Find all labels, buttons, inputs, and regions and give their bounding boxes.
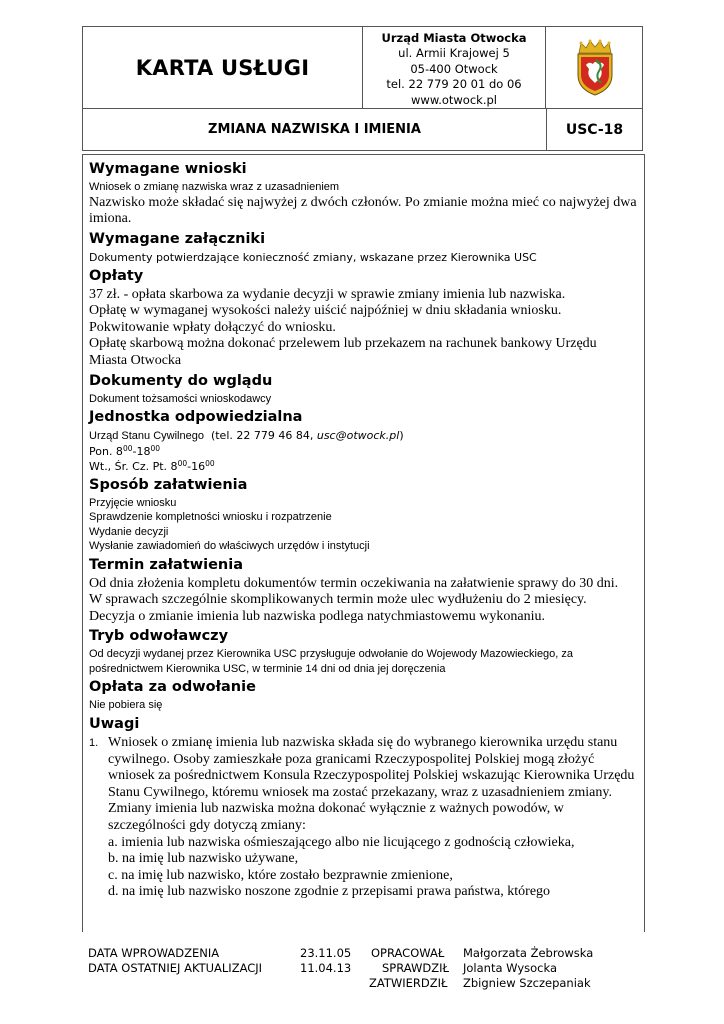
oplata-odwolanie-text: Nie pobiera się [89, 699, 163, 712]
dokumenty-text: Dokument tożsamości wnioskodawcy [89, 392, 272, 405]
hours-rest-mid: -16 [187, 459, 206, 473]
update-date: 11.04.13 [300, 961, 352, 975]
header-table [82, 26, 643, 151]
section-heading-zalaczniki: Wymagane załączniki [89, 230, 266, 247]
prepared-label: OPRACOWAŁ [371, 946, 445, 960]
address-street: ul. Armii Krajowej 5 [398, 46, 510, 61]
hours-rest-day: Wt., Śr. Cz. Pt. 8 [89, 459, 178, 473]
footer [88, 946, 608, 991]
section-heading-uwagi: Uwagi [89, 715, 140, 732]
footer-row-1 [88, 946, 608, 961]
termin-line1: Od dnia złożenia kompletu dokumentów termin oczekiwania na załatwienie sprawy do 30 dni. [89, 575, 619, 591]
jednostka-email[interactable]: usc@otwock.pl [316, 429, 400, 443]
crest-cell [547, 27, 642, 108]
section-heading-jednostka: Jednostka odpowiedzialna [89, 409, 303, 426]
content-box [82, 154, 645, 932]
termin-line2: W sprawach szczególnie skomplikowanych termin może ulec wydłużeniu do 2 miesięcy. [89, 592, 587, 608]
checked-label: SPRAWDZIŁ [382, 961, 449, 975]
uwagi-number: 1. [89, 736, 99, 749]
intro-date-label: DATA WPROWADZENIA [88, 946, 220, 960]
sposob-step: Wysłanie zawiadomień do właściwych urzędów i instytucji [89, 540, 370, 553]
wnioski-text: Wniosek o zmianę nazwiska wraz z uzasadnieniem [89, 181, 340, 193]
title-cell [83, 27, 363, 108]
hours-mon-sup1: 00 [122, 443, 133, 453]
sposob-step: Wydanie decyzji [89, 525, 169, 538]
uwagi-point-c: c. na imię lub nazwisko, które zostało bezprawnie zmienione, [108, 867, 453, 883]
section-heading-tryb: Tryb odwoławczy [89, 628, 229, 645]
city-crest-icon [573, 39, 617, 97]
approved-label: ZATWIERDZIŁ [369, 976, 448, 990]
jednostka-hours-mon [89, 444, 638, 459]
tryb-text: Od decyzji wydanej przez Kierownika USC przysługuje odwołanie do Wojewody Mazowieckiego, za pośrednictwem Kierownika USC, w terminie 14 dni od dnia jej doręczenia [89, 648, 574, 675]
address-city: 05-400 Otwock [410, 61, 498, 76]
jednostka-phone: (tel. 22 779 46 84, [210, 429, 317, 443]
prepared-name: Małgorzata Żebrowska [463, 946, 594, 960]
jednostka-unit: Urząd Stanu Cywilnego [89, 430, 204, 443]
service-code: USC-18 [565, 121, 624, 138]
update-date-label: DATA OSTATNIEJ AKTUALIZACJI [88, 961, 263, 975]
header-bottom-row [83, 109, 642, 150]
oplaty-line1: 37 zł. - opłata skarbowa za wydanie decyzji w sprawie zmiany imienia lub nazwiska. [89, 286, 566, 302]
uwagi-text: Wniosek o zmianę imienia lub nazwiska składa się do wybranego kierownika urzędu stanu cywilnego. Osoby zamieszkałe poza granicami Rzeczypospolitej Polskiej mogą złożyć wniosek za pośrednictwem Konsula Rzeczypospolitej Polskiej wskazując Kierownika Urzędu Stanu Cywilnego, któremu wniosek ma zostać przekazany, wraz z uzasadnieniem zmiany. Zmiany imienia lub nazwiska można dokonać wyłącznie z ważnych powodów, w szczególności gdy dotyczą zmiany: [108, 734, 635, 833]
section-heading-dokumenty: Dokumenty do wglądu [89, 372, 273, 389]
service-name: ZMIANA NAZWISKA I IMIENIA [83, 109, 547, 150]
oplaty-line2: Opłatę w wymaganej wysokości należy uiścić najpóźniej w dniu składania wniosku. [89, 303, 562, 319]
section-heading-oplata-odwolanie: Opłata za odwołanie [89, 679, 256, 696]
jednostka-contact [89, 428, 638, 444]
oplaty-line3: Pokwitowanie wpłaty dołączyć do wniosku. [89, 319, 336, 335]
footer-row-2 [88, 961, 608, 976]
termin-line3: Decyzja o zmianie imienia lub nazwiska podlega natychmiastowemu wykonaniu. [89, 608, 546, 624]
office-website: www.otwock.pl [411, 92, 497, 107]
section-heading-wnioski: Wymagane wnioski [89, 161, 247, 177]
sposob-step: Przyjęcie wniosku [89, 496, 177, 509]
hours-rest-sup2: 00 [205, 458, 215, 468]
sposob-step: Sprawdzenie kompletności wniosku i rozpatrzenie [89, 511, 332, 524]
uwagi-point-b: b. na imię lub nazwisko używane, [108, 851, 299, 867]
office-name: Urząd Miasta Otwocka [381, 31, 527, 45]
wnioski-note: Nazwisko może składać się najwyżej z dwóch członów. Po zmianie można mieć co najwyżej dwa imiona. [89, 194, 637, 227]
header-top-row [83, 27, 642, 109]
jednostka-close: ) [399, 429, 404, 443]
hours-mon-sup2: 00 [150, 443, 160, 453]
uwagi-point-a: a. imienia lub nazwiska ośmieszającego albo nie licującego z godnością człowieka, [108, 834, 575, 850]
address-cell [363, 27, 546, 108]
page-title: KARTA USŁUGI [135, 55, 310, 80]
uwagi-item [89, 735, 638, 901]
approved-name: Zbigniew Szczepaniak [463, 976, 591, 990]
uwagi-body [108, 735, 638, 901]
section-heading-sposob: Sposób załatwienia [89, 476, 248, 493]
jednostka-hours-rest [89, 459, 638, 474]
intro-date: 23.11.05 [300, 946, 352, 960]
oplaty-line4: Opłatę skarbową można dokonać przelewem lub przekazem na rachunek bankowy Urzędu Miasta Otwocka [89, 336, 597, 369]
hours-mon-mid: -18 [132, 444, 151, 458]
checked-name: Jolanta Wysocka [463, 961, 557, 975]
section-heading-oplaty: Opłaty [89, 267, 144, 284]
office-phone: tel. 22 779 20 01 do 06 [386, 77, 522, 92]
hours-rest-sup1: 00 [177, 458, 188, 468]
hours-mon-day: Pon. 8 [89, 444, 123, 458]
section-heading-termin: Termin załatwienia [89, 556, 243, 573]
zalaczniki-text: Dokumenty potwierdzające konieczność zmiany, wskazane przez Kierownika USC [89, 250, 537, 264]
uwagi-point-d: d. na imię lub nazwisko noszone zgodnie z przepisami prawa państwa, którego [108, 884, 551, 900]
footer-row-3 [88, 976, 608, 991]
